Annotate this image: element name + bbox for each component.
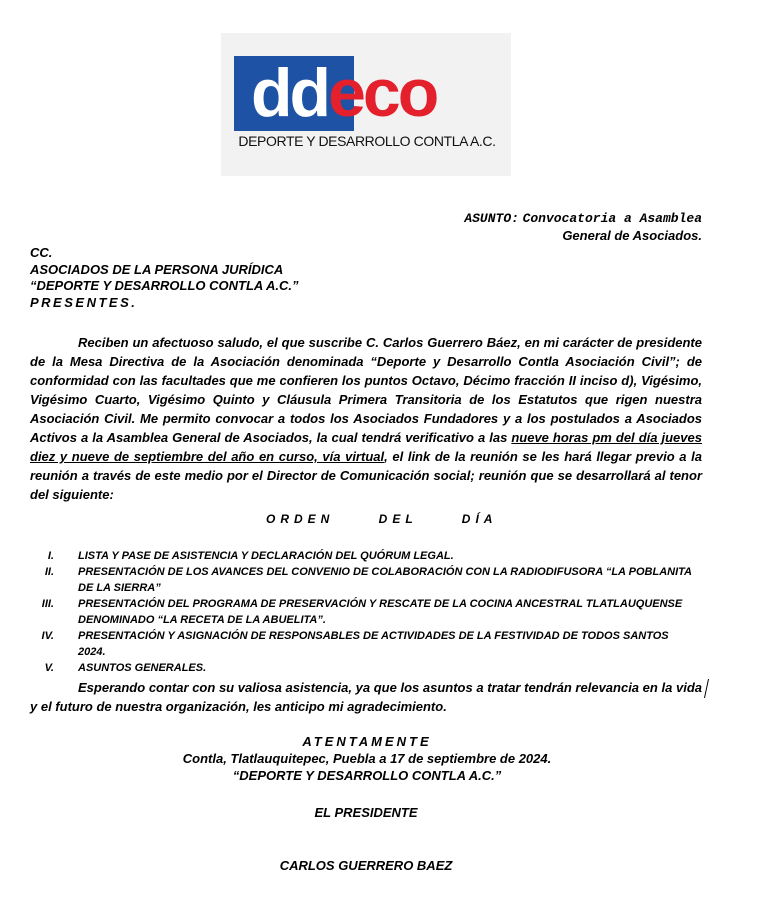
agenda-item-number: III. [41,598,54,610]
closing-place-date: Contla, Tlatlauquitepec, Puebla a 17 de septiembre de 2024. [182,751,552,766]
addressee-line-1: ASOCIADOS DE LA PERSONA JURÍDICA [30,261,284,277]
subject-block [464,209,702,244]
addressee-line-2: “DEPORTE Y DESARROLLO CONTLA A.C.” [30,278,299,293]
signer-role: EL PRESIDENTE [314,805,418,820]
logo-subtitle: DEPORTE Y DESARROLLO CONTLA A.C. [238,133,496,149]
addressee-block [30,245,298,311]
meeting-datetime: nueve horas pm del día jueves diez y nueve de septiembre del año en curso, vía virtual [30,430,702,464]
agenda-item-text: ASUNTOS GENERALES. [78,662,207,674]
paragraph-closing [30,678,702,716]
signer-name: CARLOS GUERRERO BAEZ [279,858,453,873]
agenda-item-number: I. [47,550,54,562]
agenda-item-text: PRESENTACIÓN Y ASIGNACIÓN DE RESPONSABLES DE ACTIVIDADES DE LA FESTIVIDAD DE TODOS SANTOS 2024. [78,630,669,658]
addressee-presentes: PRESENTES. [30,294,138,310]
agenda-item-text: LISTA Y PASE DE ASISTENCIA Y DECLARACIÓN DEL QUÓRUM LEGAL. [78,550,454,562]
paragraph-convocatoria [30,333,702,504]
text-cursor [704,679,709,698]
ddeco-logo [221,33,511,176]
agenda-item [30,628,702,660]
agenda-title: ORDEN DEL DÍA [266,512,498,526]
paragraph-1-part-1: Reciben un afectuoso saludo, el que suscribe C. Carlos Guerrero Báez, en mi carácter de presidente de la Mesa Directiva de la Asociación denominada “Deporte y Desarrollo Contla Asociación Civil”; de conformidad con las facultades que me confieren los puntos Octavo, Décimo fracción II inciso d), Vigésimo, Vigésimo Cuarto, Vigésimo Quinto y Cláusula Primera Transitoria de los Estatutos que rigen nuestra Asociación Civil. Me permito convocar a todos los Asociados Fundadores y a los postulados a Asociados Activos a la Asamblea General de Asociados, la cual tendrá verificativo a las [30,335,702,445]
agenda-item [30,660,702,676]
agenda-item [30,548,702,564]
subject-line-1 [464,209,702,227]
addressee-cc: CC. [30,245,53,260]
agenda-item-number: V. [44,662,54,674]
agenda-item [30,564,702,596]
agenda-item-number: IV. [41,630,54,642]
agenda-item-text: PRESENTACIÓN DEL PROGRAMA DE PRESERVACIÓN Y RESCATE DE LA COCINA ANCESTRAL TLATLAUQUENSE DENOMINADO “LA RECETA DE LA ABUELITA”. [78,598,683,626]
subject-label: ASUNTO: [464,211,519,226]
closing-atentamente: ATENTAMENTE [302,734,432,749]
agenda-item-number: II. [44,566,54,578]
subject-line-2: General de Asociados. [562,228,702,243]
subject-text: Convocatoria a Asamblea [522,211,702,226]
logo-eco: eco [328,55,437,131]
logo-dd: dd [251,55,329,131]
logo-wordmark [251,55,436,131]
agenda-list [30,548,702,676]
paragraph-1-part-2: , el link de la reunión se les hará llegar previo a la reunión a través de este medio por el Director de Comunicación social; reunión que se desarrollará al tenor del siguiente: [30,449,702,502]
paragraph-2-text: Esperando contar con su valiosa asistencia, ya que los asuntos a tratar tendrán relevancia en la vida y el futuro de nuestra organización, les anticipo mi agradecimiento. [30,680,702,714]
closing-organization: “DEPORTE Y DESARROLLO CONTLA A.C.” [232,768,502,783]
agenda-item-text: PRESENTACIÓN DE LOS AVANCES DEL CONVENIO DE COLABORACIÓN CON LA RADIODIFUSORA “LA POBLANITA DE LA SIERRA” [78,566,692,594]
agenda-item [30,596,702,628]
